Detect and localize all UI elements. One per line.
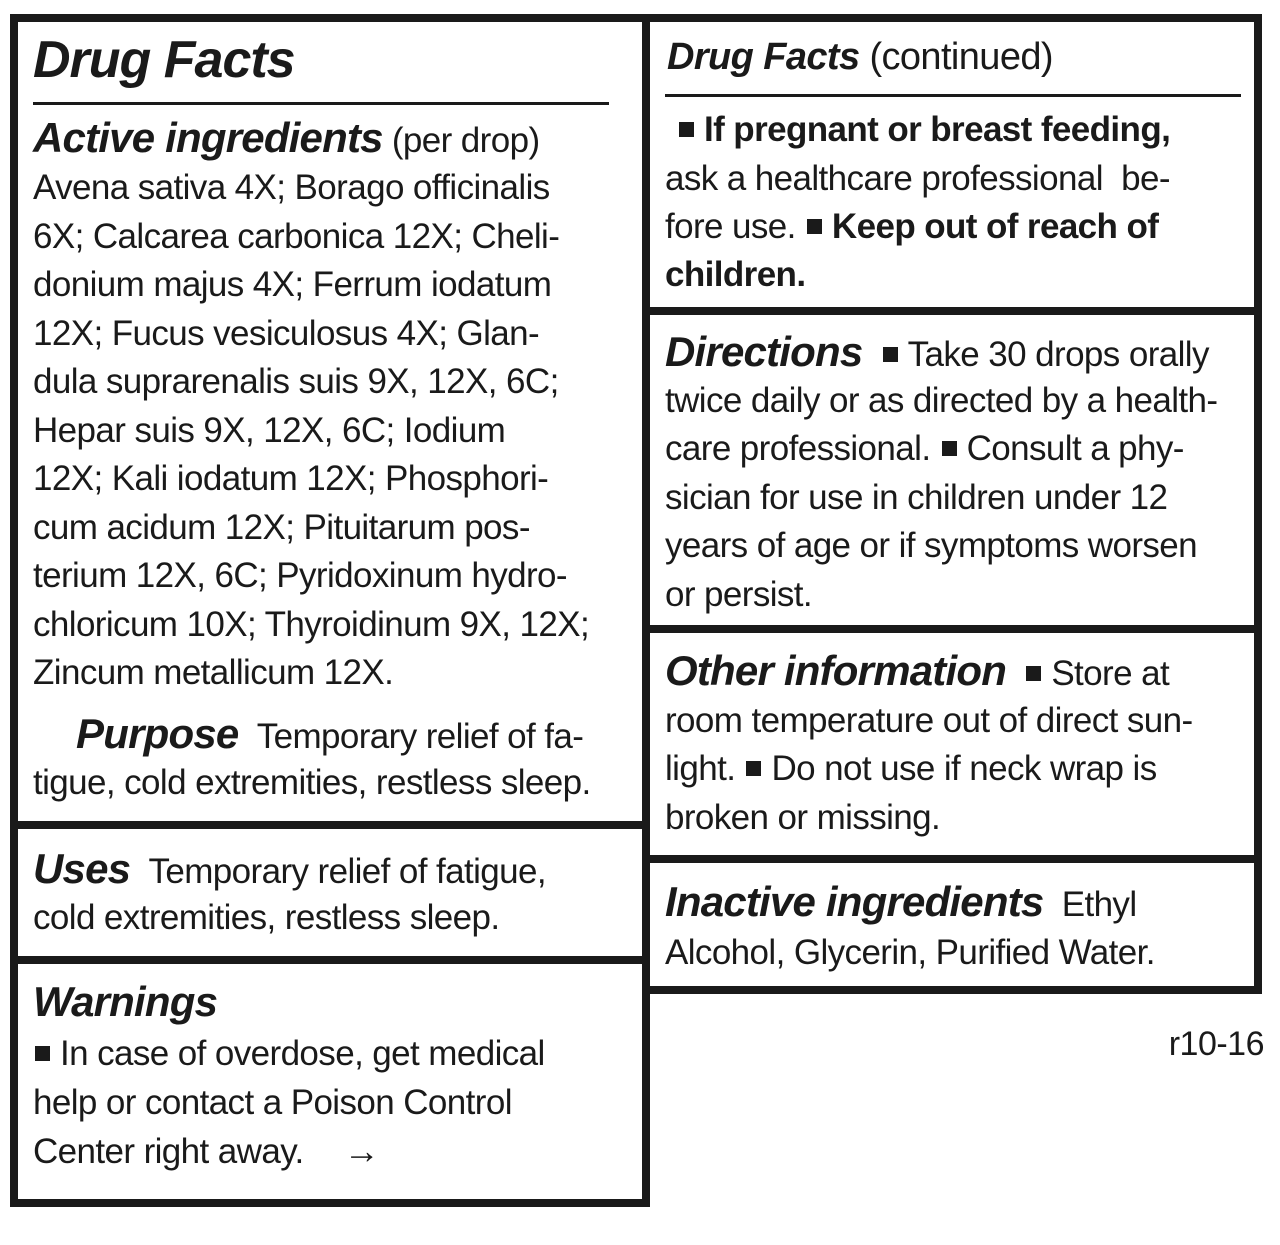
uses-text-line1: Temporary relief of fatigue, xyxy=(148,852,547,891)
bullet-icon xyxy=(807,219,822,234)
pregnancy-line3: fore use. Keep out of reach of xyxy=(665,207,1159,246)
pregnancy-line1: If pregnant or breast feeding, xyxy=(677,106,1170,155)
continued-rule xyxy=(665,94,1241,97)
ingredient-line: dula suprarenalis suis 9X, 12X, 6C; xyxy=(33,362,559,401)
directions-line5: years of age or if symptoms worsen xyxy=(665,526,1198,565)
purpose-text-line2: tigue, cold extremities, restless sleep. xyxy=(33,763,591,802)
bullet-icon xyxy=(1026,666,1041,681)
bullet-icon xyxy=(883,347,898,362)
ingredient-line: 6X; Calcarea carbonica 12X; Cheli- xyxy=(33,216,560,256)
warnings-line1: In case of overdose, get medical xyxy=(33,1030,545,1079)
directions-line6: or persist. xyxy=(665,575,813,614)
inactive-ingredients-heading: Inactive ingredients xyxy=(665,878,1044,925)
active-ingredients-list xyxy=(33,164,589,698)
other-line3: light. Do not use if neck wrap is xyxy=(665,749,1157,788)
directions-line1: Directions Take 30 drops orally xyxy=(665,328,1209,375)
drug-facts-title: Drug Facts xyxy=(33,31,295,89)
per-drop-label: (per drop) xyxy=(382,121,540,160)
inactive-line2: Alcohol, Glycerin, Purified Water. xyxy=(665,933,1155,972)
revision-code: r10-16 xyxy=(1168,1025,1264,1063)
other-line4: broken or missing. xyxy=(665,798,941,837)
warnings-line2: help or contact a Poison Control xyxy=(33,1083,512,1122)
purpose-section xyxy=(76,710,583,762)
ingredient-line: donium majus 4X; Ferrum iodatum xyxy=(33,265,552,304)
other-line1: Other information Store at xyxy=(665,647,1170,694)
directions-line3: care professional. Consult a phy- xyxy=(665,429,1184,468)
directions-heading: Directions xyxy=(665,328,863,375)
arrow-right-icon: → xyxy=(343,1130,380,1171)
bullet-icon xyxy=(942,441,957,456)
bullet-icon xyxy=(746,761,761,776)
pregnancy-line2: ask a healthcare professional be- xyxy=(665,159,1170,198)
ingredient-line: Avena sativa 4X; Borago officinalis xyxy=(33,168,550,207)
other-information-heading: Other information xyxy=(665,647,1007,694)
pregnancy-line4: children. xyxy=(665,255,806,294)
ingredient-line: cum acidum 12X; Pituitarum pos- xyxy=(33,507,530,547)
uses-heading: Uses xyxy=(33,845,131,892)
bullet-icon xyxy=(35,1046,50,1061)
active-ingredients-heading: Active ingredients xyxy=(33,114,383,161)
active-ingredients-header xyxy=(33,114,540,166)
ingredient-line: chloricum 10X; Thyroidinum 9X, 12X; xyxy=(33,604,590,644)
warnings-line3: Center right away. → xyxy=(33,1130,380,1171)
uses-section xyxy=(33,845,546,897)
ingredient-line: terium 12X, 6C; Pyridoxinum hydro- xyxy=(33,556,567,595)
directions-line2: twice daily or as directed by a health- xyxy=(665,381,1218,420)
bullet-icon xyxy=(679,122,694,137)
ingredient-line: 12X; Fucus vesiculosus 4X; Glan- xyxy=(33,313,540,353)
ingredient-line: 12X; Kali iodatum 12X; Phosphori- xyxy=(33,459,549,498)
title-rule xyxy=(33,102,609,105)
uses-text-line2: cold extremities, restless sleep. xyxy=(33,898,500,937)
ingredient-line: Hepar suis 9X, 12X, 6C; Iodium xyxy=(33,410,506,450)
ingredient-line: Zincum metallicum 12X. xyxy=(33,653,394,692)
warnings-heading: Warnings xyxy=(33,978,218,1025)
directions-line4: sician for use in children under 12 xyxy=(665,478,1168,517)
purpose-text-line1: Temporary relief of fa- xyxy=(256,717,584,756)
continued-title: Drug Facts (continued) xyxy=(667,36,1053,78)
other-line2: room temperature out of direct sun- xyxy=(665,701,1193,740)
inactive-line1: Inactive ingredients Ethyl xyxy=(665,878,1137,925)
purpose-heading: Purpose xyxy=(76,710,239,757)
